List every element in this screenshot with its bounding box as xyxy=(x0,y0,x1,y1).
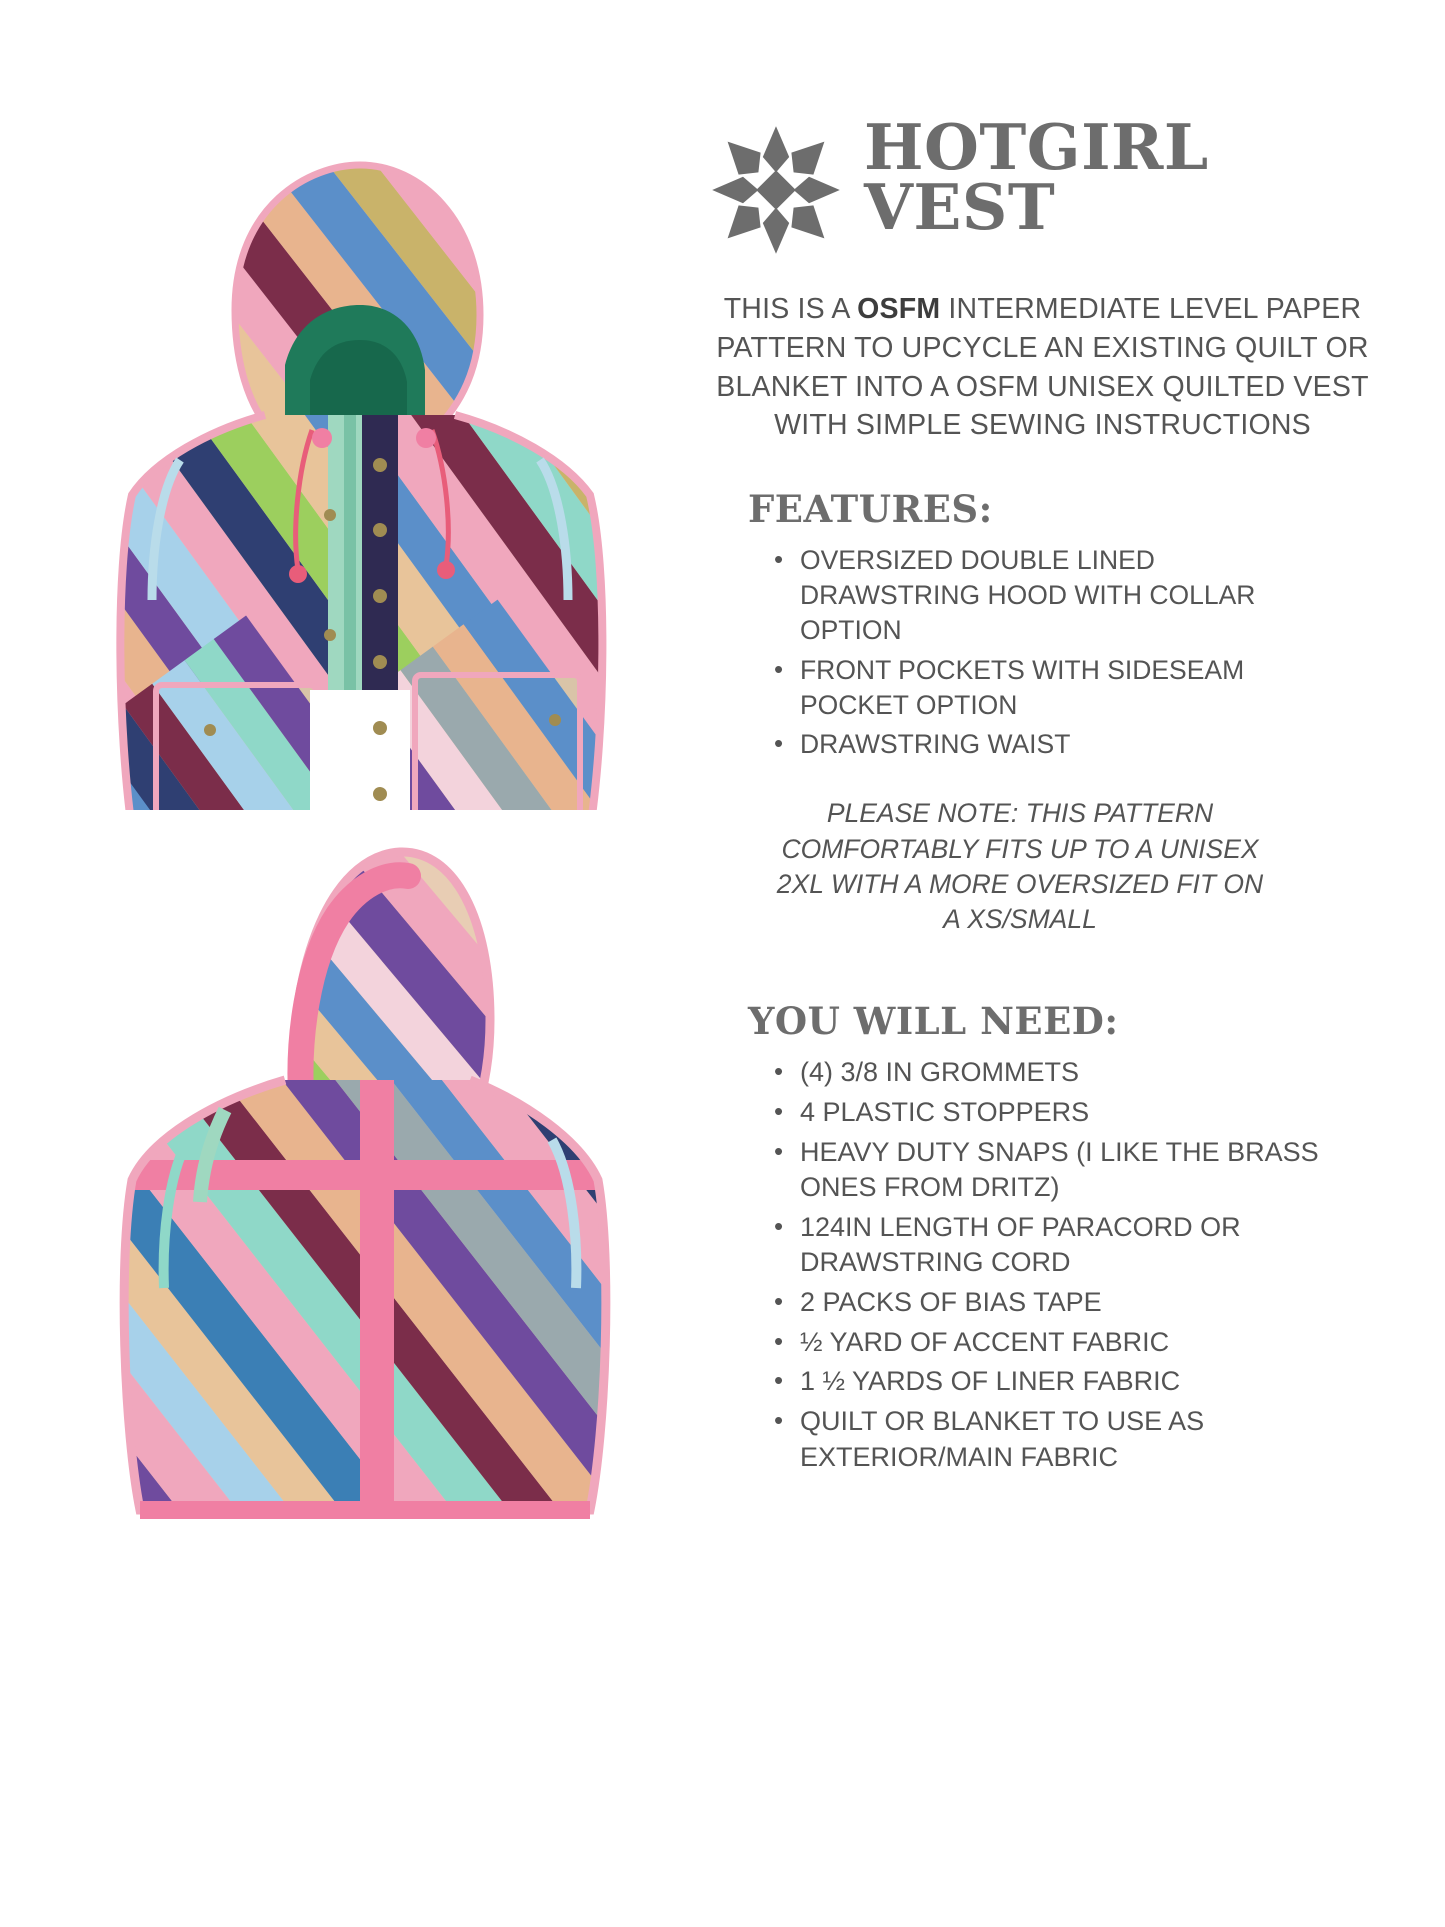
brand-header xyxy=(710,110,1385,256)
list-item: • QUILT OR BLANKET TO USE AS EXTERIOR/MAIN FABRIC xyxy=(768,1404,1348,1475)
brand-title-line-2: VEST xyxy=(864,169,1056,244)
pattern-note: PLEASE NOTE: THIS PATTERN COMFORTABLY FITS UP TO A UNISEX 2XL WITH A MORE OVERSIZED FIT ON A XS/SMALL xyxy=(776,798,1264,935)
intro-paragraph xyxy=(700,290,1385,445)
vest-back-photo xyxy=(70,810,670,1530)
supplies-heading: YOU WILL NEED: xyxy=(748,999,1119,1044)
features-list xyxy=(768,543,1328,762)
intro-emphasis: OSFM xyxy=(857,293,941,325)
intro-after: INTERMEDIATE LEVEL PAPER PATTERN TO UPCYCLE AN EXISTING QUILT OR BLANKET INTO A OSFM UNISEX QUILTED VEST WITH SIMPLE SEWING INSTRUCTIONS xyxy=(716,293,1369,442)
list-item: • ½ YARD OF ACCENT FABRIC xyxy=(768,1325,1348,1361)
features-heading: FEATURES: xyxy=(748,487,993,531)
quilt-star-icon xyxy=(710,124,842,256)
product-info-column xyxy=(700,0,1445,1927)
page-title xyxy=(864,110,1209,244)
list-item: • DRAWSTRING WAIST xyxy=(768,727,1328,762)
list-item: • (4) 3/8 IN GROMMETS xyxy=(768,1055,1348,1091)
list-item: • HEAVY DUTY SNAPS (I LIKE THE BRASS ONES FROM DRITZ) xyxy=(768,1135,1348,1206)
supplies-list xyxy=(768,1055,1348,1475)
list-item: • 1 ½ YARDS OF LINER FABRIC xyxy=(768,1364,1348,1400)
list-item: • 124IN LENGTH OF PARACORD OR DRAWSTRING CORD xyxy=(768,1210,1348,1281)
product-photo-column xyxy=(0,0,700,1927)
vest-front-photo xyxy=(60,130,660,810)
list-item: • FRONT POCKETS WITH SIDESEAM POCKET OPTION xyxy=(768,653,1328,723)
intro-before: THIS IS A xyxy=(723,293,858,325)
brand-title-line-1: HOTGIRL xyxy=(864,110,1209,184)
list-item: • OVERSIZED DOUBLE LINED DRAWSTRING HOOD WITH COLLAR OPTION xyxy=(768,543,1328,649)
list-item: • 2 PACKS OF BIAS TAPE xyxy=(768,1285,1348,1321)
list-item: • 4 PLASTIC STOPPERS xyxy=(768,1095,1348,1131)
